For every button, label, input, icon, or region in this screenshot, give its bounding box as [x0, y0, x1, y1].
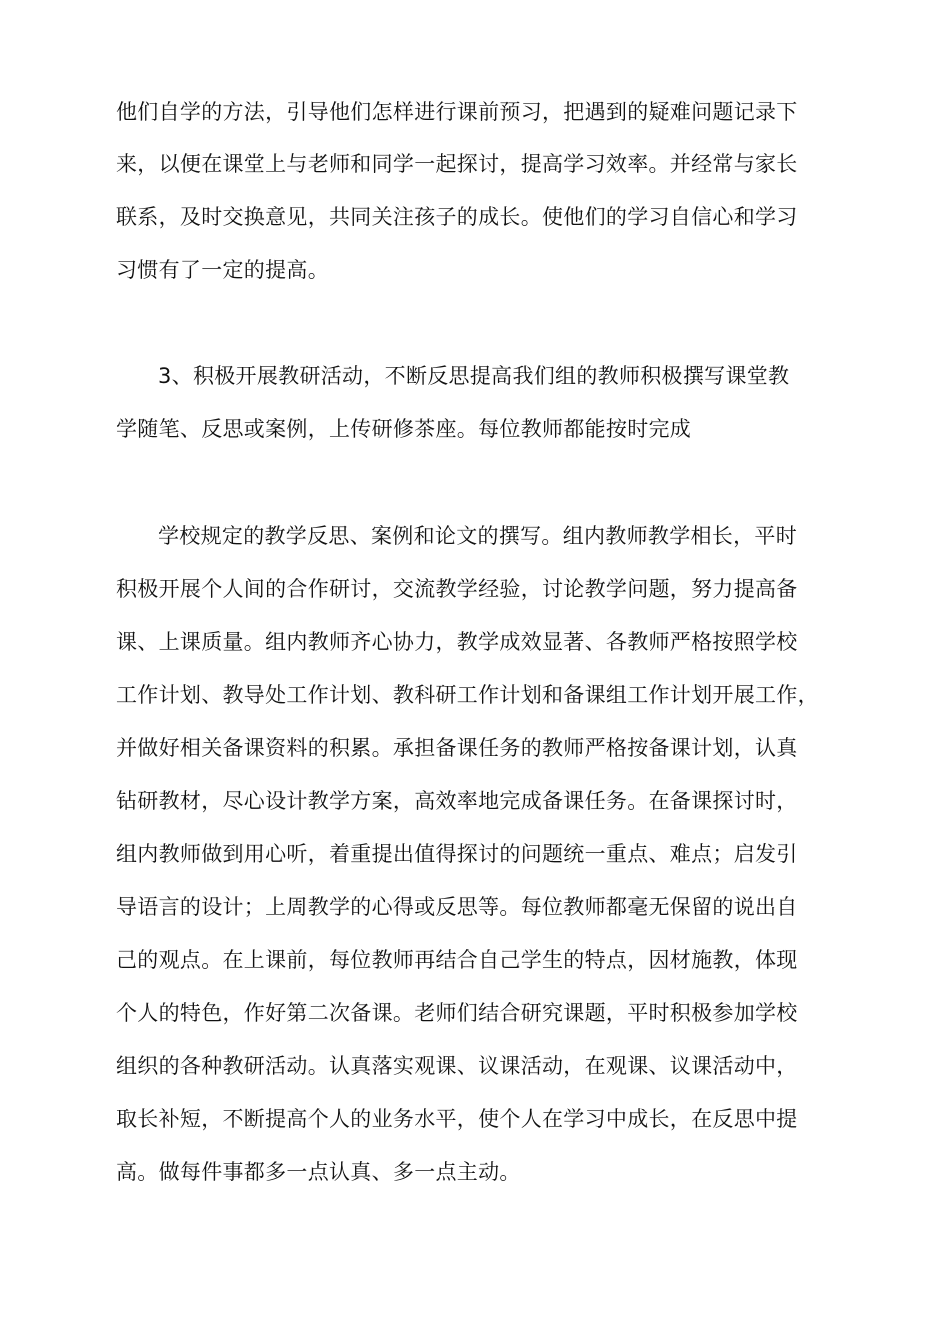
- paragraph-line: 组内教师做到用心听，着重提出值得探讨的问题统一重点、难点；启发引: [116, 842, 798, 866]
- paragraph-line: 并做好相关备课资料的积累。承担备课任务的教师严格按备课计划，认真: [116, 736, 798, 760]
- paragraph-line: 高。做每件事都多一点认真、多一点主动。: [116, 1160, 521, 1184]
- paragraph-line: 积极开展个人间的合作研讨，交流教学经验，讨论教学问题，努力提高备: [116, 577, 798, 601]
- paragraph-line: 个人的特色，作好第二次备课。老师们结合研究课题，平时积极参加学校: [116, 1001, 798, 1025]
- paragraph-line: 学随笔、反思或案例，上传研修茶座。每位教师都能按时完成: [116, 417, 692, 441]
- paragraph-line: 3、积极开展教研活动，不断反思提高我们组的教师积极撰写课堂教: [158, 364, 790, 388]
- paragraph-line: 己的观点。在上课前，每位教师再结合自己学生的特点，因材施教，体现: [116, 948, 798, 972]
- paragraph-line: 钻研教材，尽心设计教学方案，高效率地完成备课任务。在备课探讨时，: [116, 789, 798, 813]
- paragraph-line: 课、上课质量。组内教师齐心协力，教学成效显著、各教师严格按照学校: [116, 630, 798, 654]
- paragraph-line: 导语言的设计；上周教学的心得或反思等。每位教师都毫无保留的说出自: [116, 895, 798, 919]
- paragraph-line: 取长补短，不断提高个人的业务水平，使个人在学习中成长，在反思中提: [116, 1107, 798, 1131]
- paragraph-line: 组织的各种教研活动。认真落实观课、议课活动，在观课、议课活动中，: [116, 1054, 798, 1078]
- paragraph-line: 来，以便在课堂上与老师和同学一起探讨，提高学习效率。并经常与家长: [116, 152, 798, 176]
- paragraph-line: 联系，及时交换意见，共同关注孩子的成长。使他们的学习自信心和学习: [116, 205, 798, 229]
- paragraph-line: 习惯有了一定的提高。: [116, 258, 329, 282]
- paragraph-line: 学校规定的教学反思、案例和论文的撰写。组内教师教学相长，平时: [158, 524, 797, 548]
- paragraph-line: 工作计划、教导处工作计划、教科研工作计划和备课组工作计划开展工作，: [116, 683, 819, 707]
- paragraph-line: 他们自学的方法，引导他们怎样进行课前预习，把遇到的疑难问题记录下: [116, 100, 798, 124]
